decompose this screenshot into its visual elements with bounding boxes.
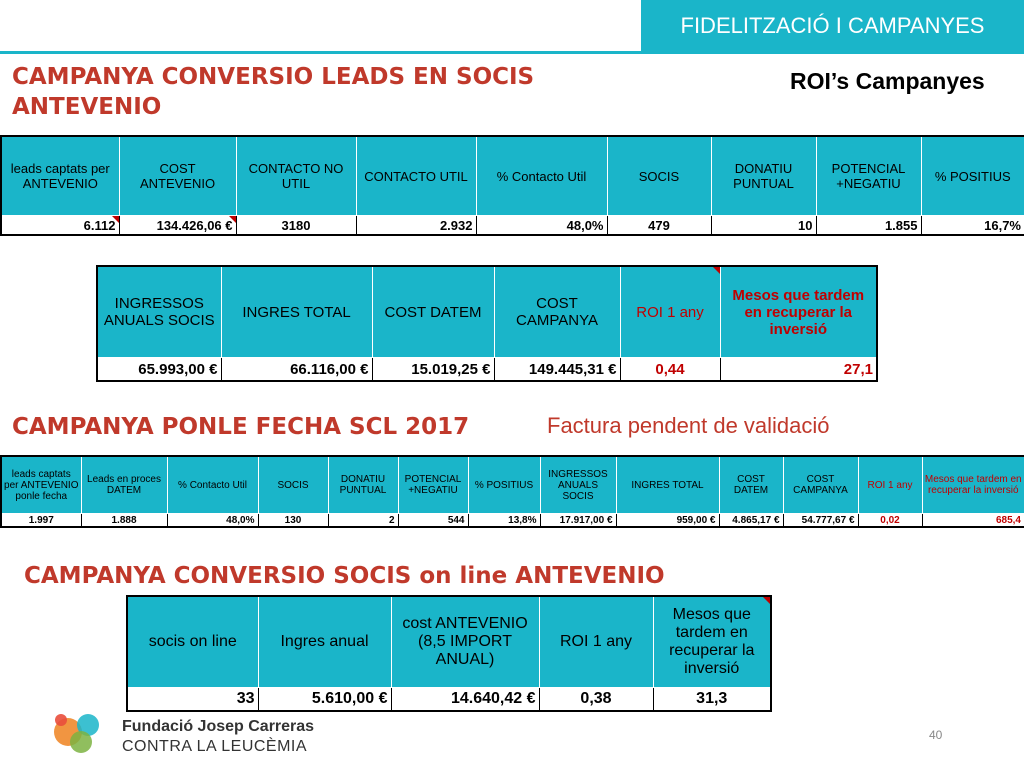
table-row <box>1 514 1024 528</box>
cell-socis-online: 33 <box>127 688 258 712</box>
cell-contacto-no-util: 3180 <box>236 216 356 236</box>
header-socis-online: socis on line <box>127 596 258 688</box>
campaign-3-title: CAMPANYA CONVERSIO SOCIS on line ANTEVENIO <box>24 563 665 589</box>
header-pct-positius: % POSITIUS <box>468 456 540 514</box>
campaign-2-title: CAMPANYA PONLE FECHA SCL 2017 <box>12 414 470 440</box>
online-socis-table <box>126 595 772 712</box>
cell-contacto-util: 2.932 <box>356 216 476 236</box>
table-header-row <box>97 266 877 358</box>
header-socis: SOCIS <box>258 456 328 514</box>
roi-table-1 <box>96 265 878 382</box>
cell-ingres-anual: 5.610,00 € <box>258 688 391 712</box>
table-header-row <box>1 456 1024 514</box>
leads-conversion-table <box>0 135 1024 236</box>
cell-ingressos-anuals: 65.993,00 € <box>97 358 221 382</box>
header-mesos-recuperar: Mesos que tardem en recuperar la inversió <box>922 456 1024 514</box>
cell-ingres-total: 66.116,00 € <box>221 358 372 382</box>
cell-donatiu: 2 <box>328 514 398 528</box>
cell-ingres-total: 959,00 € <box>616 514 719 528</box>
cell-potencial: 1.855 <box>816 216 921 236</box>
header-ingres-total: INGRES TOTAL <box>616 456 719 514</box>
cell-mesos-recuperar: 685,4 <box>922 514 1024 528</box>
foundation-logo-icon <box>48 708 106 756</box>
header-cost-antevenio: COST ANTEVENIO <box>119 136 236 216</box>
cell-cost-datem: 4.865,17 € <box>719 514 783 528</box>
header-cost-campanya: COST CAMPANYA <box>494 266 620 358</box>
table-row <box>97 358 877 382</box>
cell-potencial: 544 <box>398 514 468 528</box>
cell-cost-datem: 15.019,25 € <box>372 358 494 382</box>
header-ingressos-anuals: INGRESSOS ANUALS SOCIS <box>97 266 221 358</box>
table-row <box>1 216 1024 236</box>
header-ingressos-anuals: INGRESSOS ANUALS SOCIS <box>540 456 616 514</box>
header-donatiu: DONATIU PUNTUAL <box>328 456 398 514</box>
cell-cost-antevenio: 14.640,42 € <box>391 688 539 712</box>
pending-invoice-note: Factura pendent de validació <box>547 413 830 438</box>
roi-title: ROI’s Campanyes <box>790 68 985 94</box>
header-leads-proces: Leads en proces DATEM <box>81 456 167 514</box>
header-pct-positius: % POSITIUS <box>921 136 1024 216</box>
header-leads: leads captats per ANTEVENIO <box>1 136 119 216</box>
org-name: Fundació Josep Carreras <box>122 718 315 735</box>
header-mesos-recuperar: Mesos que tardem en recuperar la inversió <box>720 266 877 358</box>
header-socis: SOCIS <box>607 136 711 216</box>
header-ingres-total: INGRES TOTAL <box>221 266 372 358</box>
cell-leads: 1.997 <box>1 514 81 528</box>
header-roi: ROI 1 any <box>858 456 922 514</box>
cell-mesos-recuperar: 31,3 <box>653 688 771 712</box>
header-roi: ROI 1 any <box>620 266 720 358</box>
cell-socis: 130 <box>258 514 328 528</box>
header-cost-datem: COST DATEM <box>719 456 783 514</box>
header-cost-campanya: COST CAMPANYA <box>783 456 858 514</box>
cell-cost-campanya: 54.777,67 € <box>783 514 858 528</box>
campaign-1-title: CAMPANYA CONVERSIO LEADS EN SOCIS ANTEVENIO <box>12 64 535 120</box>
header-pct-contacto-util: % Contacto Util <box>167 456 258 514</box>
cell-socis: 479 <box>607 216 711 236</box>
header-contacto-util: CONTACTO UTIL <box>356 136 476 216</box>
header-ingres-anual: Ingres anual <box>258 596 391 688</box>
cell-pct-contacto-util: 48,0% <box>167 514 258 528</box>
header-contacto-no-util: CONTACTO NO UTIL <box>236 136 356 216</box>
cell-cost-campanya: 149.445,31 € <box>494 358 620 382</box>
cell-leads-proces: 1.888 <box>81 514 167 528</box>
header-potencial: POTENCIAL +NEGATIU <box>398 456 468 514</box>
page-number: 40 <box>929 728 943 742</box>
header-section-label: FIDELITZACIÓ I CAMPANYES <box>641 0 1024 52</box>
cell-pct-contacto-util: 48,0% <box>476 216 607 236</box>
header-cost-antevenio: cost ANTEVENIO (8,5 IMPORT ANUAL) <box>391 596 539 688</box>
header-mesos-recuperar: Mesos que tardem en recuperar la inversió <box>653 596 771 688</box>
table-header-row <box>1 136 1024 216</box>
cell-leads: 6.112 <box>1 216 119 236</box>
header-pct-contacto-util: % Contacto Util <box>476 136 607 216</box>
org-subtitle: CONTRA LA LEUCÈMIA <box>122 738 308 755</box>
header-potencial: POTENCIAL +NEGATIU <box>816 136 921 216</box>
ponle-fecha-table <box>0 455 1024 528</box>
cell-roi: 0,38 <box>539 688 653 712</box>
cell-ingressos-anuals: 17.917,00 € <box>540 514 616 528</box>
table-row <box>127 688 771 712</box>
cell-roi: 0,44 <box>620 358 720 382</box>
cell-pct-positius: 13,8% <box>468 514 540 528</box>
cell-cost-antevenio: 134.426,06 € <box>119 216 236 236</box>
cell-mesos-recuperar: 27,1 <box>720 358 877 382</box>
cell-pct-positius: 16,7% <box>921 216 1024 236</box>
header-roi: ROI 1 any <box>539 596 653 688</box>
table-header-row <box>127 596 771 688</box>
cell-roi: 0,02 <box>858 514 922 528</box>
header-leads: leads captats per ANTEVENIO ponle fecha <box>1 456 81 514</box>
header-cost-datem: COST DATEM <box>372 266 494 358</box>
header-donatiu: DONATIU PUNTUAL <box>711 136 816 216</box>
cell-donatiu: 10 <box>711 216 816 236</box>
